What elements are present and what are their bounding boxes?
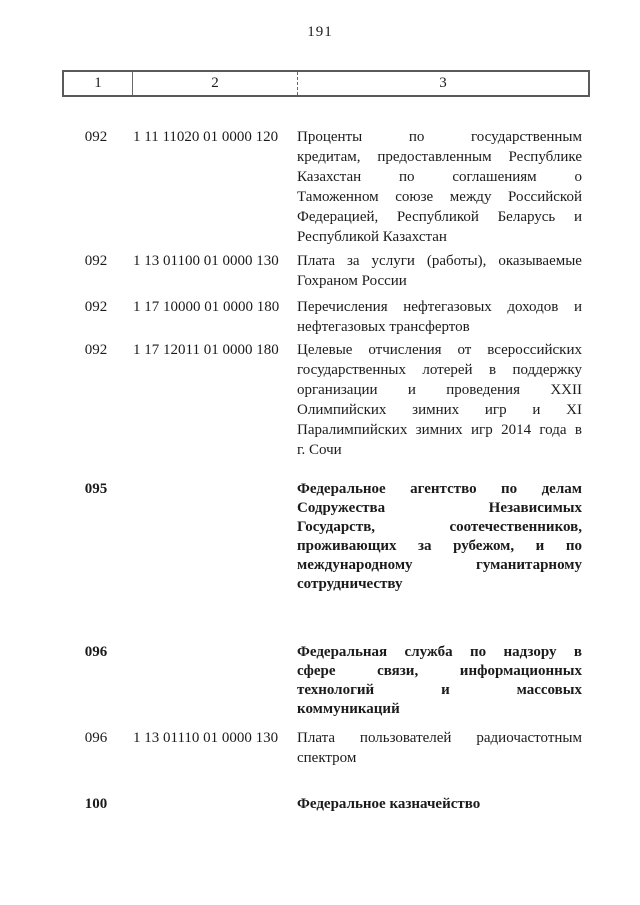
description-line: Проценты по государственным	[297, 129, 582, 145]
revenue-code: 1 13 01100 01 0000 130	[133, 253, 279, 269]
agency-header-row	[62, 480, 590, 594]
table-body	[62, 127, 590, 814]
description-cell	[295, 340, 590, 460]
revenue-code: 1 13 01110 01 0000 130	[133, 730, 279, 746]
description-line: Содружества Независимых	[297, 500, 582, 516]
revenue-code: 1 11 11020 01 0000 120	[133, 129, 279, 145]
description-line: нефтегазовых трансфертов	[297, 319, 470, 335]
description-cell	[295, 297, 590, 337]
description-line: спектром	[297, 750, 357, 766]
description-line: Республикой Казахстан	[297, 229, 447, 245]
description-line: Федеральное агентство по делам	[297, 481, 582, 497]
table-row	[62, 297, 590, 337]
description-line: Целевые отчисления от всероссийских	[297, 342, 582, 358]
description-cell	[295, 127, 590, 247]
column-header-3: 3	[297, 72, 588, 95]
description-cell	[295, 643, 590, 719]
description-cell	[295, 728, 590, 768]
description-cell	[295, 251, 590, 291]
administrator-code: 095	[84, 481, 108, 497]
administrator-code: 092	[84, 342, 108, 358]
description-line: Федеральная служба по надзору в	[297, 644, 582, 660]
description-line: кредитам, предоставленным Республике	[297, 149, 582, 165]
description-line: Олимпийских зимних игр и XI	[297, 402, 582, 418]
table-row	[62, 728, 590, 768]
table-row	[62, 340, 590, 460]
description-line: Паралимпийских зимних игр 2014 года в	[297, 422, 582, 438]
description-line: г. Сочи	[297, 442, 342, 458]
column-header-1: 1	[94, 75, 102, 91]
description-line: Таможенном союзе между Российской	[297, 189, 582, 205]
description-line: коммуникаций	[297, 701, 400, 717]
description-line: Перечисления нефтегазовых доходов и	[297, 299, 582, 315]
administrator-code: 100	[84, 796, 108, 812]
agency-header-row	[62, 795, 590, 814]
description-line: Федерацией, Республикой Беларусь и	[297, 209, 582, 225]
revenue-code: 1 17 10000 01 0000 180	[133, 299, 280, 315]
column-header-2: 2	[132, 72, 297, 95]
description-line: технологий и массовых	[297, 682, 582, 698]
administrator-code: 092	[84, 299, 108, 315]
administrator-code: 096	[84, 730, 108, 746]
administrator-code: 092	[84, 129, 108, 145]
table-row	[62, 251, 590, 291]
description-line: Государств, соотечественников,	[297, 519, 582, 535]
description-line: проживающих за рубежом, и по	[297, 538, 582, 554]
description-line: организации и проведения XXII	[297, 382, 582, 398]
description-line: Федеральное казначейство	[297, 796, 481, 812]
description-line: сфере связи, информационных	[297, 663, 582, 679]
administrator-code: 096	[84, 644, 108, 660]
description-line: государственных лотерей в поддержку	[297, 362, 582, 378]
page-number: 191	[307, 24, 333, 40]
table-row	[62, 127, 590, 247]
administrator-code: 092	[84, 253, 108, 269]
description-line: Плата за услуги (работы), оказываемые	[297, 253, 582, 269]
description-cell	[295, 480, 590, 594]
description-cell	[295, 795, 590, 814]
description-line: Плата пользователей радиочастотным	[297, 730, 582, 746]
revenue-code: 1 17 12011 01 0000 180	[133, 342, 279, 358]
agency-header-row	[62, 643, 590, 719]
table-header-row	[62, 70, 590, 97]
description-line: международному гуманитарному	[297, 557, 582, 573]
description-line: сотрудничеству	[297, 576, 403, 592]
description-line: Гохраном России	[297, 273, 407, 289]
description-line: Казахстан по соглашениям о	[297, 169, 582, 185]
